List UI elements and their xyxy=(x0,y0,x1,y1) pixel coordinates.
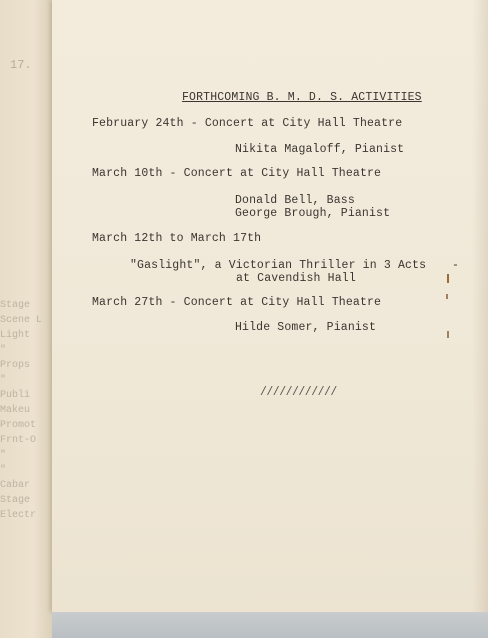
show-through-line: Light xyxy=(0,330,31,341)
show-through-line: Electr xyxy=(0,510,37,521)
event-1-detail: Nikita Magaloff, Pianist xyxy=(235,143,405,156)
show-through-line: " xyxy=(0,375,7,386)
event-1-date-line: February 24th - Concert at City Hall Theatre xyxy=(92,117,403,130)
event-2-detail: Donald Bell, Bass xyxy=(235,194,355,207)
show-through-line: Publi xyxy=(0,390,31,401)
show-through-line: " xyxy=(0,465,7,476)
show-through-line: Makeu xyxy=(0,405,31,416)
ink-mark xyxy=(446,294,448,299)
show-through-line: Props xyxy=(0,360,31,371)
event-3-trailing-dash: - xyxy=(452,259,460,272)
event-4-date-line: March 27th - Concert at City Hall Theatre xyxy=(92,296,382,309)
show-through-line: " xyxy=(0,345,7,356)
show-through-text xyxy=(0,298,54,523)
show-through-line: Stage xyxy=(0,495,31,506)
ink-mark xyxy=(447,331,449,338)
event-3-date-line: March 12th to March 17th xyxy=(92,232,262,245)
end-of-section-mark: //////////// xyxy=(260,386,337,399)
event-2-date-line: March 10th - Concert at City Hall Theatre xyxy=(92,167,382,180)
typed-sheet xyxy=(52,0,488,612)
show-through-line: Promot xyxy=(0,420,37,431)
event-3-detail: at Cavendish Hall xyxy=(236,272,356,285)
event-4-detail: Hilde Somer, Pianist xyxy=(235,321,377,334)
show-through-line: Frnt-O xyxy=(0,435,37,446)
show-through-line: Stage xyxy=(0,300,31,311)
page-number: 17. xyxy=(10,58,32,72)
sheet-shadow xyxy=(472,0,488,612)
scanner-background xyxy=(52,612,488,638)
ink-mark xyxy=(447,274,449,283)
show-through-line: " xyxy=(0,450,7,461)
event-2-detail: George Brough, Pianist xyxy=(235,207,391,220)
show-through-line: Scene L xyxy=(0,315,43,326)
page-heading: FORTHCOMING B. M. D. S. ACTIVITIES xyxy=(182,91,422,104)
event-3-detail: "Gaslight", a Victorian Thriller in 3 Acts xyxy=(130,259,427,272)
show-through-line: Cabar xyxy=(0,480,31,491)
